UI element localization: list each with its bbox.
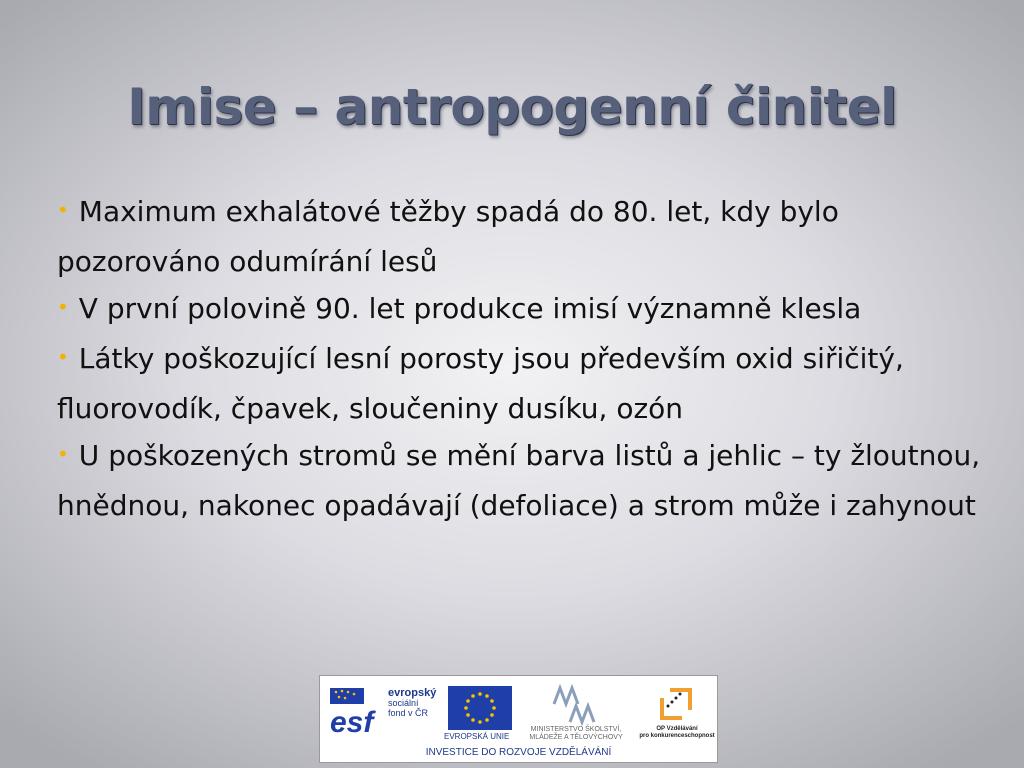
slide-title: Imise – antropogenní činitel: [127, 78, 897, 136]
bullet-list: [57, 188, 982, 529]
msmt-line: MINISTERSTVO ŠKOLSTVÍ,: [530, 726, 622, 733]
bullet-icon: •: [57, 442, 69, 466]
esf-text: [388, 688, 436, 718]
bullet-icon: •: [57, 345, 69, 369]
funding-logo-bar: [319, 675, 718, 763]
msmt-line: MLÁDEŽE A TĚLOVÝCHOVY: [529, 734, 623, 741]
bullet-item: [57, 335, 982, 432]
bullet-item: [57, 432, 982, 529]
msmt-logo-icon: [550, 684, 598, 726]
esf-line: sociální: [388, 698, 419, 708]
logo-row: [320, 680, 717, 740]
bullet-text: Látky poškozující lesní porosty jsou především oxid siřičitý, fluorovodík, čpavek, sloučeniny dusíku, ozón: [57, 342, 904, 425]
esf-line: fond v ČR: [388, 708, 429, 718]
op-line: pro konkurenceschopnost: [639, 733, 715, 739]
bullet-item: [57, 285, 982, 335]
op-logo-icon: [656, 684, 696, 724]
eu-flag-icon: [448, 686, 512, 730]
eu-label: EVROPSKÁ UNIE: [444, 732, 510, 741]
esf-logo-icon: [328, 686, 384, 736]
msmt-label: [518, 726, 634, 742]
esf-line: evropský: [388, 687, 437, 699]
logo-caption: INVESTICE DO ROZVOJE VZDĚLÁVÁNÍ: [425, 747, 612, 758]
bullet-icon: •: [57, 198, 69, 222]
bullet-text: U poškozených stromů se mění barva listů a jehlic – ty žloutnou, hnědnou, nakonec opadávají (defoliace) a strom může i zahynout: [57, 439, 981, 522]
bullet-text: V první polovině 90. let produkce imisí významně klesla: [78, 292, 862, 325]
svg-text:esf: esf: [330, 706, 374, 736]
op-label: [638, 726, 716, 740]
bullet-text: Maximum exhalátové těžby spadá do 80. let, kdy bylo pozorováno odumírání lesů: [57, 195, 839, 278]
bullet-item: [57, 188, 982, 285]
op-line: OP Vzdělávání: [656, 726, 698, 732]
bullet-icon: •: [57, 295, 69, 319]
